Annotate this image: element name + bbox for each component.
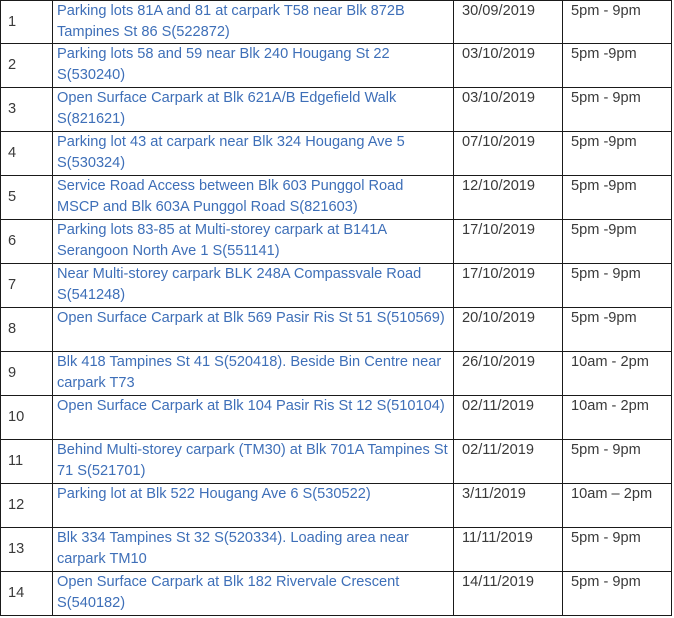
time-cell: 5pm - 9pm — [563, 88, 672, 132]
location-cell: Near Multi-storey carpark BLK 248A Compassvale Road S(541248) — [53, 264, 454, 308]
time-cell: 5pm -9pm — [563, 132, 672, 176]
time-cell: 5pm - 9pm — [563, 528, 672, 572]
date-cell: 17/10/2019 — [454, 264, 563, 308]
table-row — [1, 88, 672, 132]
time-cell: 5pm - 9pm — [563, 264, 672, 308]
row-number: 7 — [1, 264, 53, 308]
time-cell: 5pm - 9pm — [563, 572, 672, 616]
table-row — [1, 44, 672, 88]
row-number: 13 — [1, 528, 53, 572]
location-cell: Service Road Access between Blk 603 Punggol Road MSCP and Blk 603A Punggol Road S(821603) — [53, 176, 454, 220]
row-number: 9 — [1, 352, 53, 396]
date-cell: 02/11/2019 — [454, 396, 563, 440]
date-cell: 12/10/2019 — [454, 176, 563, 220]
location-cell: Parking lot 43 at carpark near Blk 324 Hougang Ave 5 S(530324) — [53, 132, 454, 176]
row-number: 2 — [1, 44, 53, 88]
date-cell: 26/10/2019 — [454, 352, 563, 396]
row-number: 6 — [1, 220, 53, 264]
row-number: 4 — [1, 132, 53, 176]
location-cell: Parking lots 81A and 81 at carpark T58 near Blk 872B Tampines St 86 S(522872) — [53, 1, 454, 44]
table-row — [1, 528, 672, 572]
table-row — [1, 220, 672, 264]
date-cell: 02/11/2019 — [454, 440, 563, 484]
row-number: 5 — [1, 176, 53, 220]
table-row — [1, 484, 672, 528]
table-row — [1, 132, 672, 176]
location-cell: Blk 334 Tampines St 32 S(520334). Loading area near carpark TM10 — [53, 528, 454, 572]
row-number: 3 — [1, 88, 53, 132]
table-row — [1, 572, 672, 616]
time-cell: 5pm -9pm — [563, 44, 672, 88]
table-row — [1, 352, 672, 396]
location-cell: Behind Multi-storey carpark (TM30) at Blk 701A Tampines St 71 S(521701) — [53, 440, 454, 484]
location-cell: Parking lots 58 and 59 near Blk 240 Hougang St 22 S(530240) — [53, 44, 454, 88]
row-number: 1 — [1, 1, 53, 44]
time-cell: 5pm -9pm — [563, 176, 672, 220]
row-number: 14 — [1, 572, 53, 616]
date-cell: 17/10/2019 — [454, 220, 563, 264]
time-cell: 5pm -9pm — [563, 220, 672, 264]
schedule-table-body — [1, 1, 672, 616]
time-cell: 10am – 2pm — [563, 484, 672, 528]
date-cell: 3/11/2019 — [454, 484, 563, 528]
table-row — [1, 308, 672, 352]
location-cell: Open Surface Carpark at Blk 182 Rivervale Crescent S(540182) — [53, 572, 454, 616]
time-cell: 5pm - 9pm — [563, 1, 672, 44]
date-cell: 14/11/2019 — [454, 572, 563, 616]
table-row — [1, 440, 672, 484]
table-row — [1, 1, 672, 44]
time-cell: 10am - 2pm — [563, 352, 672, 396]
time-cell: 5pm - 9pm — [563, 440, 672, 484]
date-cell: 20/10/2019 — [454, 308, 563, 352]
row-number: 11 — [1, 440, 53, 484]
row-number: 8 — [1, 308, 53, 352]
date-cell: 07/10/2019 — [454, 132, 563, 176]
date-cell: 03/10/2019 — [454, 44, 563, 88]
table-row — [1, 176, 672, 220]
row-number: 12 — [1, 484, 53, 528]
date-cell: 30/09/2019 — [454, 1, 563, 44]
location-cell: Open Surface Carpark at Blk 621A/B Edgefield Walk S(821621) — [53, 88, 454, 132]
row-number: 10 — [1, 396, 53, 440]
location-cell: Parking lot at Blk 522 Hougang Ave 6 S(530522) — [53, 484, 454, 528]
date-cell: 03/10/2019 — [454, 88, 563, 132]
date-cell: 11/11/2019 — [454, 528, 563, 572]
time-cell: 5pm -9pm — [563, 308, 672, 352]
location-cell: Open Surface Carpark at Blk 569 Pasir Ris St 51 S(510569) — [53, 308, 454, 352]
location-cell: Blk 418 Tampines St 41 S(520418). Beside Bin Centre near carpark T73 — [53, 352, 454, 396]
location-cell: Parking lots 83-85 at Multi-storey carpark at B141A Serangoon North Ave 1 S(551141) — [53, 220, 454, 264]
time-cell: 10am - 2pm — [563, 396, 672, 440]
table-row — [1, 396, 672, 440]
table-row — [1, 264, 672, 308]
location-cell: Open Surface Carpark at Blk 104 Pasir Ris St 12 S(510104) — [53, 396, 454, 440]
